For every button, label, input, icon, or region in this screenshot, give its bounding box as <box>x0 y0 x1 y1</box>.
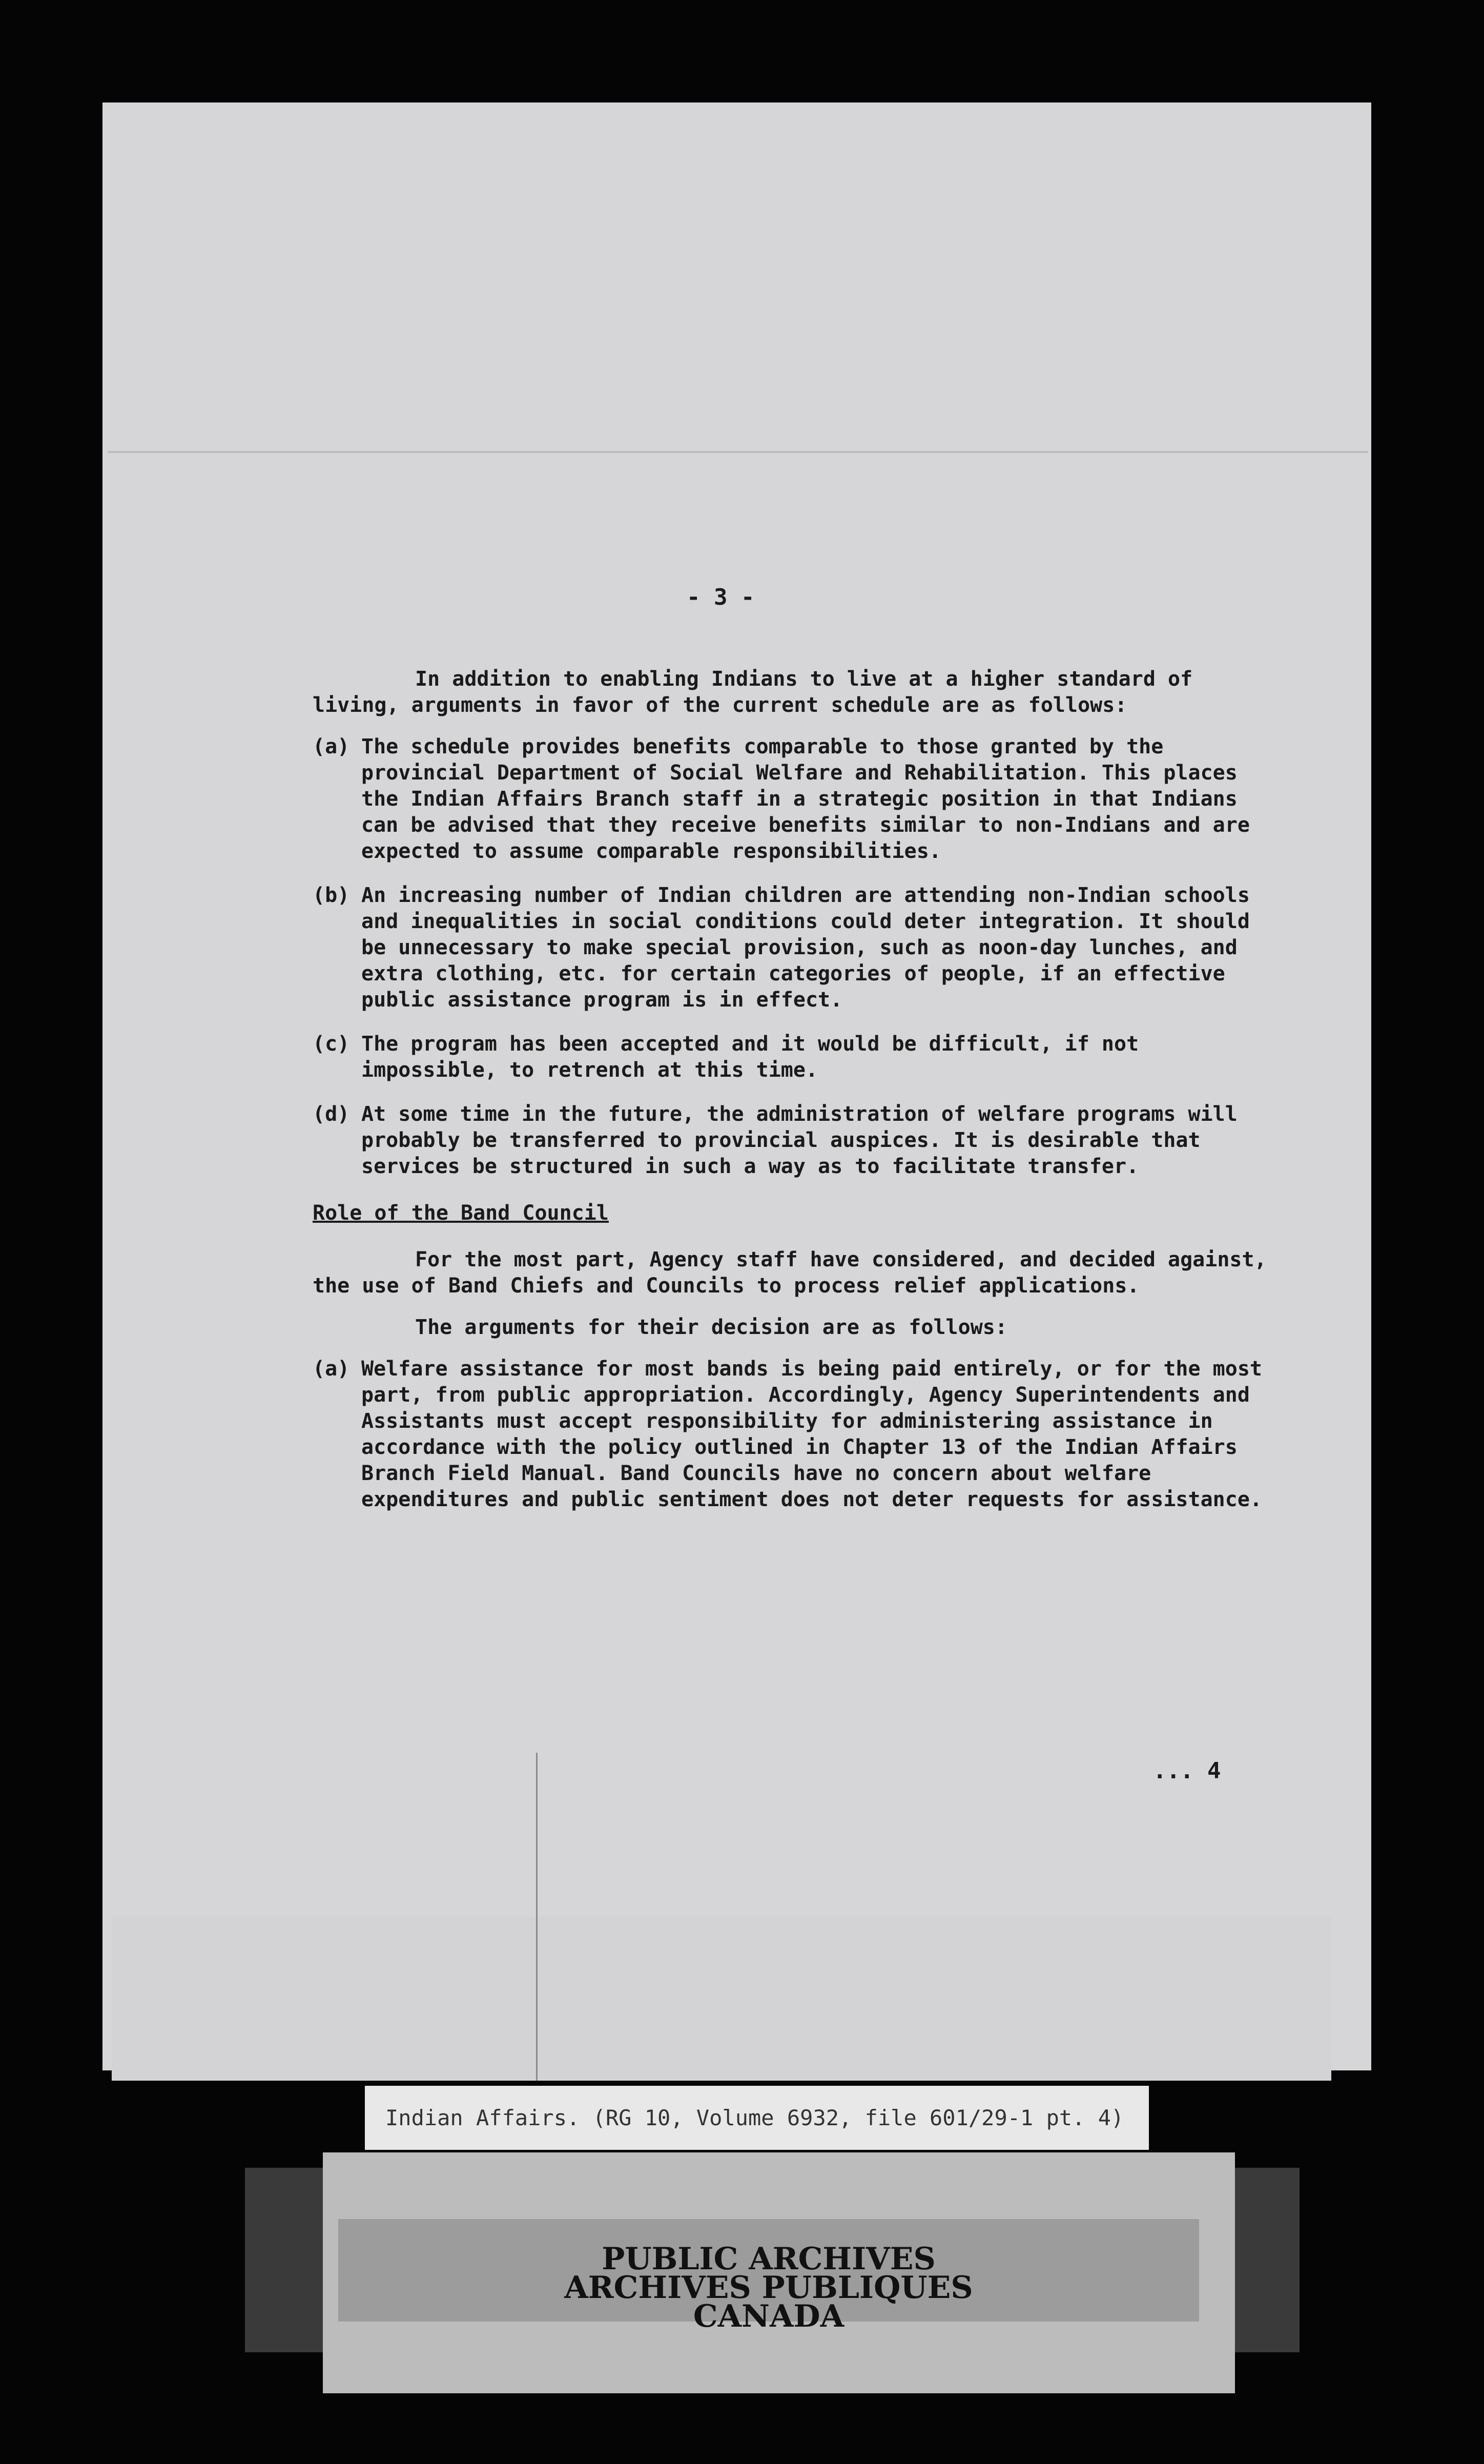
archive-citation: Indian Affairs. (RG 10, Volume 6932, file 601/29-1 pt. 4) <box>365 2086 1149 2150</box>
page-lower-layer <box>112 1917 1331 2081</box>
page-body <box>313 579 1286 1513</box>
list-item <box>313 1031 1286 1083</box>
item-text: The program has been accepted and it would be difficult, if not impossible, to retrench at this time. <box>361 1032 1151 1082</box>
item-label: (a) <box>313 735 350 758</box>
stamp-line: ARCHIVES PUBLIQUES <box>564 2270 973 2306</box>
stamp-line: PUBLIC ARCHIVES <box>602 2241 936 2277</box>
stamp-line: CANADA <box>693 2298 844 2334</box>
page-fold-line <box>108 451 1368 453</box>
continued-marker: ... 4 <box>1153 1758 1221 1784</box>
list-item <box>313 734 1286 865</box>
item-text: At some time in the future, the administration of welfare programs will probably be transferred to provincial auspices. It is desirable that services be structured in such a way as to facilitate transfer. <box>361 1102 1250 1178</box>
page-number: - 3 - <box>687 584 755 610</box>
page-crease <box>536 1753 538 2081</box>
intro-paragraph: In addition to enabling Indians to live at a higher standard of living, arguments in favor of the current schedule are as follows: <box>313 667 1205 717</box>
archives-stamp <box>512 2241 1025 2334</box>
list-item <box>313 1101 1286 1180</box>
item-label: (a) <box>313 1357 350 1381</box>
section-heading: Role of the Band Council <box>313 1201 609 1225</box>
item-label: (d) <box>313 1102 350 1126</box>
item-label: (b) <box>313 884 350 907</box>
item-text: The schedule provides benefits comparable to those granted by the provincial Department of Social Welfare and Rehabilitation. This places the Indian Affairs Branch staff in a strategic position in that Indians can be advised that they receive benefits similar to non-Indians and are expected to assume comparable responsibilities. <box>361 735 1262 863</box>
list-item <box>313 882 1286 1013</box>
body-paragraph: For the most part, Agency staff have considered, and decided against, the use of Band Chiefs and Councils to process relief applications. <box>313 1248 1279 1298</box>
item-text: An increasing number of Indian children are attending non-Indian schools and inequalities in social conditions could deter integration. It should be unnecessary to make special provision, such as noon-day lunches, and extra clothing, etc. for certain categories of people, if an effective public assistance program is in effect. <box>361 884 1262 1012</box>
item-label: (c) <box>313 1032 350 1056</box>
list-item <box>313 1356 1286 1513</box>
item-text: Welfare assistance for most bands is being paid entirely, or for the most part, from public appropriation. Accordingly, Agency Superintendents and Assistants must accept responsibility for administering assistance in accordance with the policy outlined in Chapter 13 of the Indian Affairs Branch Field Manual. Band Councils have no concern about welfare expenditures and public sentiment does not deter requests for assistance. <box>361 1357 1275 1511</box>
body-paragraph: The arguments for their decision are as follows: <box>415 1316 1007 1339</box>
